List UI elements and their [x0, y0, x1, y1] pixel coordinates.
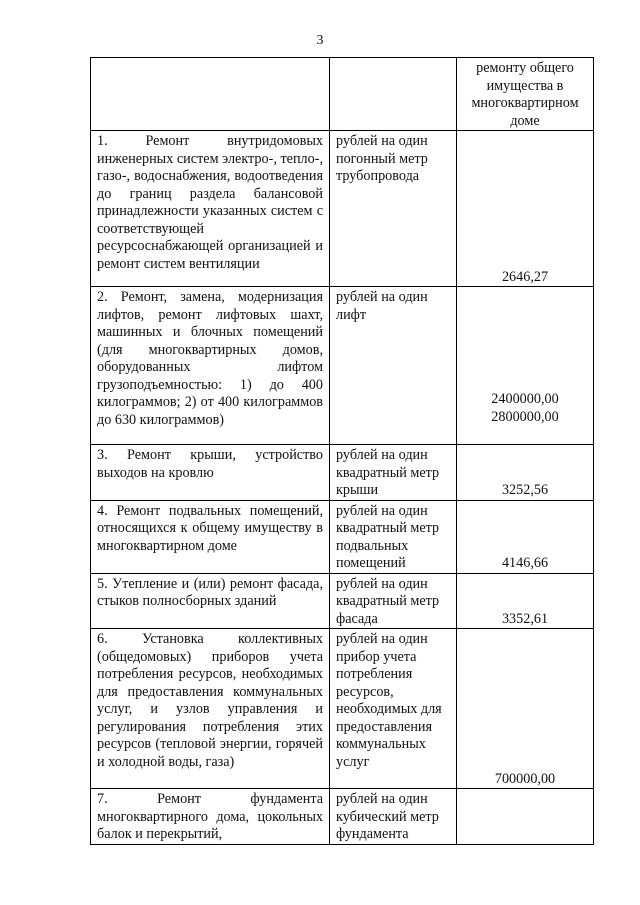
amount-cell	[457, 287, 594, 445]
amount-value: 3252,56	[501, 482, 549, 498]
unit-description: рублей на один кубический метр фундамента	[330, 789, 457, 845]
work-description: 3. Ремонт крыши, устройство выходов на кровлю	[91, 445, 330, 501]
amount-value: 4146,66	[501, 555, 549, 571]
amount-value: 2800000,00	[491, 408, 559, 425]
work-description: 5. Утепление и (или) ремонт фасада, стыков полносборных зданий	[91, 573, 330, 629]
table-row	[91, 131, 594, 287]
unit-description: рублей на один квадратный метр подвальных помещений	[330, 500, 457, 573]
amount-value: 2400000,00	[491, 391, 559, 407]
table-header-row	[91, 58, 594, 131]
table-row	[91, 500, 594, 573]
header-cell-work	[91, 58, 330, 131]
page-number: 3	[316, 33, 324, 48]
header-cell-unit	[330, 58, 457, 131]
tariff-table	[90, 57, 594, 845]
unit-description: рублей на один квадратный метр фасада	[330, 573, 457, 629]
work-description: 1. Ремонт внутридомовых инженерных систем электро-, тепло-, газо-, водоснабжения, водоотведения до границ раздела балансовой принадлежности указанных систем с соответствующей ресурсоснабжающей организацией и ремонт систем вентиляции	[91, 131, 330, 287]
work-description: 7. Ремонт фундамента многоквартирного дома, цокольных балок и перекрытий,	[91, 789, 330, 845]
table-row	[91, 789, 594, 845]
amount-cell	[457, 500, 594, 573]
work-description: 2. Ремонт, замена, модернизация лифтов, ремонт лифтовых шахт, машинных и блочных помещений (для многоквартирных домов, оборудованных лифтом грузоподъемностью: 1) до 400 килограммов; 2) от 400 килограммов до 630 килограммов)	[91, 287, 330, 445]
header-cell-amount: ремонту общего имущества в многоквартирном доме	[457, 58, 594, 131]
work-description: 6. Установка коллективных (общедомовых) приборов учета потребления ресурсов, необходимых для предоставления коммунальных услуг, и узлов управления и регулирования потребления этих ресурсов (тепловой энергии, горячей и холодной воды, газа)	[91, 629, 330, 789]
unit-description: рублей на один лифт	[330, 287, 457, 445]
unit-description: рублей на один прибор учета потребления ресурсов, необходимых для предоставления коммунальных услуг	[330, 629, 457, 789]
amount-cell	[457, 131, 594, 287]
table-row	[91, 629, 594, 789]
unit-description: рублей на один квадратный метр крыши	[330, 445, 457, 501]
table-row	[91, 573, 594, 629]
table-row	[91, 287, 594, 445]
amount-cell	[457, 789, 594, 845]
amount-cell	[457, 573, 594, 629]
work-description: 4. Ремонт подвальных помещений, относящихся к общему имуществу в многоквартирном доме	[91, 500, 330, 573]
amount-value: 700000,00	[494, 770, 556, 787]
amount-value: 3352,61	[501, 610, 549, 627]
unit-description: рублей на один погонный метр трубопровода	[330, 131, 457, 287]
amount-value: 2646,27	[501, 268, 549, 285]
table-row	[91, 445, 594, 501]
amount-cell	[457, 445, 594, 501]
amount-cell	[457, 629, 594, 789]
